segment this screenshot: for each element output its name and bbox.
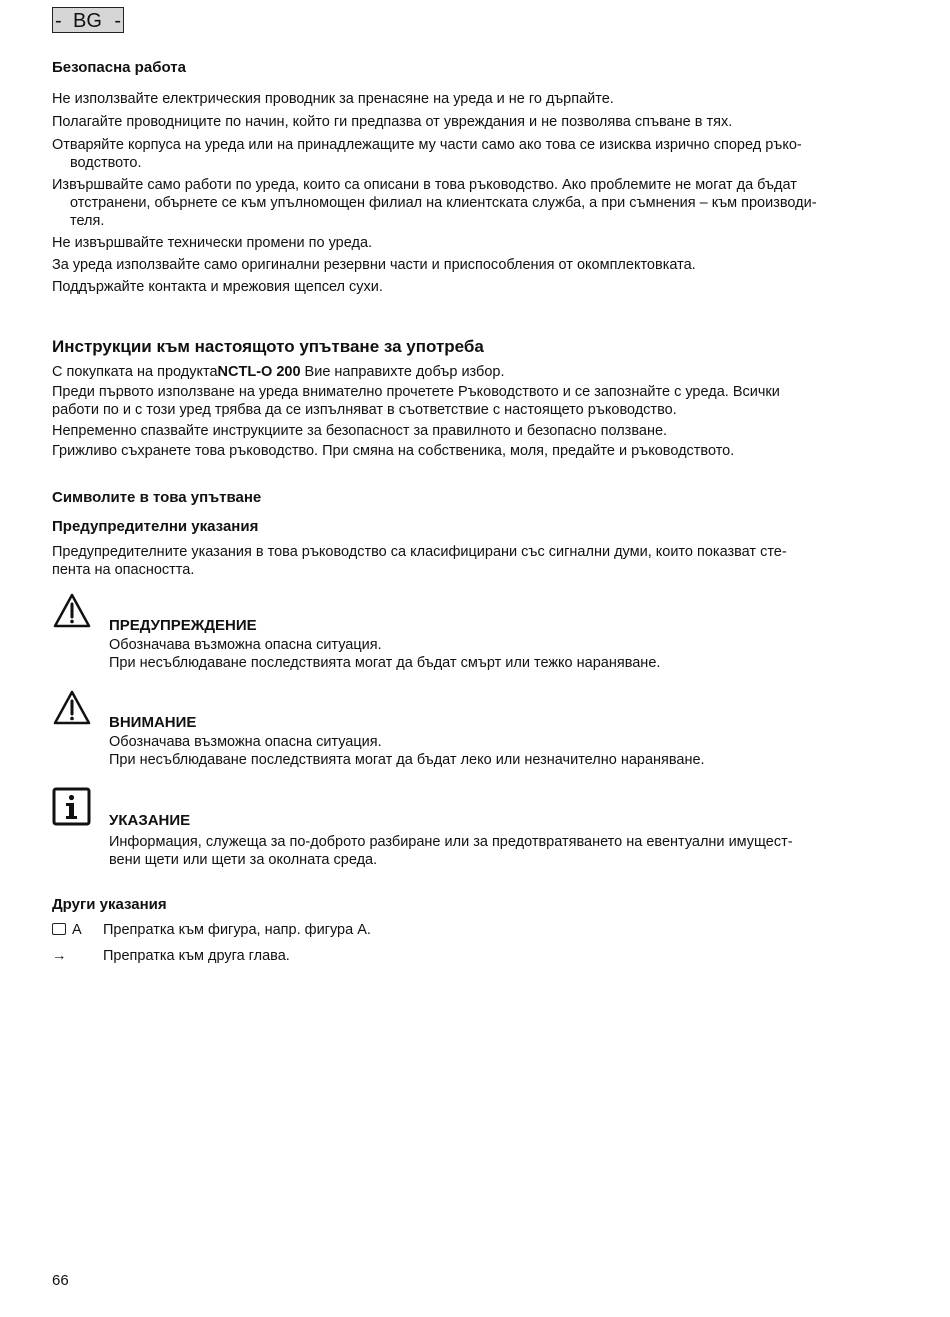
figure-square-icon <box>52 923 66 935</box>
instructions-p2-line2: работи по и с този уред трябва да се изпълняват в съответствие с настоящето ръководство. <box>52 402 677 418</box>
signal-note-title: УКАЗАНИЕ <box>109 812 191 829</box>
warnings-intro <box>52 543 892 579</box>
warnings-intro-line2: пента на опасността. <box>52 562 195 578</box>
info-icon <box>52 787 92 827</box>
instructions-p2 <box>52 383 892 419</box>
safe-work-p4-line1: Извършвайте само работи по уреда, които са описани в това ръководство. Ако проблемите не могат да бъдат <box>52 177 797 193</box>
symbols-heading: Символите в това упътване <box>52 489 262 506</box>
safe-work-p2: Полагайте проводниците по начин, който ги предпазва от увреждания и не позволява спъване в тях. <box>52 114 733 130</box>
signal-note-line2: вени щети или щети за околната среда. <box>109 852 378 868</box>
instructions-p3: Непременно спазвайте инструкциите за безопасност за правилното и безопасно ползване. <box>52 423 668 439</box>
arrow-icon: → <box>52 948 67 964</box>
warning-triangle-icon <box>52 592 92 632</box>
figure-ref-text: Препратка към фигура, напр. фигура A. <box>103 922 371 938</box>
safe-work-p7: Поддържайте контакта и мрежовия щепсел сухи. <box>52 279 383 295</box>
safe-work-p4 <box>52 176 892 230</box>
purchase-post-text: Вие направихте добър избор. <box>300 364 505 380</box>
figure-ref-symbol <box>52 922 82 938</box>
chapter-ref-text: Препратка към друга глава. <box>103 948 290 964</box>
signal-caution-line1: Обозначава възможна опасна ситуация. <box>109 734 382 750</box>
page-number: 66 <box>52 1272 69 1289</box>
instructions-heading: Инструкции към настоящото упътване за употреба <box>52 337 484 356</box>
purchase-pre-text: С покупката на продукта <box>52 364 218 380</box>
instructions-p2-line1: Преди първото използване на уреда внимателно прочетете Ръководството и се запознайте с уреда. Всички <box>52 384 780 400</box>
signal-note-line1: Информация, служеща за по-доброто разбиране или за предотвратяването на евентуални имущест- <box>109 834 793 850</box>
signal-warning-line1: Обозначава възможна опасна ситуация. <box>109 637 382 653</box>
safe-work-heading: Безопасна работа <box>52 59 186 76</box>
signal-warning-title: ПРЕДУПРЕЖДЕНИЕ <box>109 617 257 634</box>
warning-triangle-icon <box>52 689 92 729</box>
language-badge <box>52 7 124 33</box>
safe-work-p3-line1: Отваряйте корпуса на уреда или на принадлежащите му части само ако това се изисква изрично според ръко- <box>52 137 802 153</box>
warnings-heading: Предупредителни указания <box>52 518 259 535</box>
lang-dash-left: - <box>55 10 62 32</box>
signal-caution-title: ВНИМАНИЕ <box>109 714 197 731</box>
safe-work-p3 <box>52 136 892 172</box>
instructions-purchase <box>52 363 892 381</box>
signal-caution-line2: При несъблюдаване последствията могат да бъдат леко или незначително нараняване. <box>109 752 705 768</box>
language-code: BG <box>73 10 102 32</box>
lang-dash-right: - <box>114 10 121 32</box>
other-notes-heading: Други указания <box>52 896 167 913</box>
safe-work-p6: За уреда използвайте само оригинални резервни части и приспособления от окомплектовката. <box>52 257 696 273</box>
safe-work-p5: Не извършвайте технически промени по уреда. <box>52 235 373 251</box>
safe-work-p4-line2: отстранени, обърнете се към упълномощен филиал на клиентската служба, а при съмнения – към производи- <box>70 195 817 211</box>
product-name: NCTL-O 200 <box>217 364 301 380</box>
instructions-p4: Грижливо съхранете това ръководство. При смяна на собственика, моля, предайте и ръководството. <box>52 443 735 459</box>
signal-warning-line2: При несъблюдаване последствията могат да бъдат смърт или тежко нараняване. <box>109 655 661 671</box>
safe-work-p1: Не използвайте електрическия проводник за пренасяне на уреда и не го дърпайте. <box>52 91 614 107</box>
safe-work-p4-line3: теля. <box>70 213 105 229</box>
figure-ref-label: A <box>72 922 82 938</box>
warnings-intro-line1: Предупредителните указания в това ръководство са класифицирани със сигнални думи, които показват сте- <box>52 544 787 560</box>
safe-work-p3-line2: водството. <box>70 155 142 171</box>
